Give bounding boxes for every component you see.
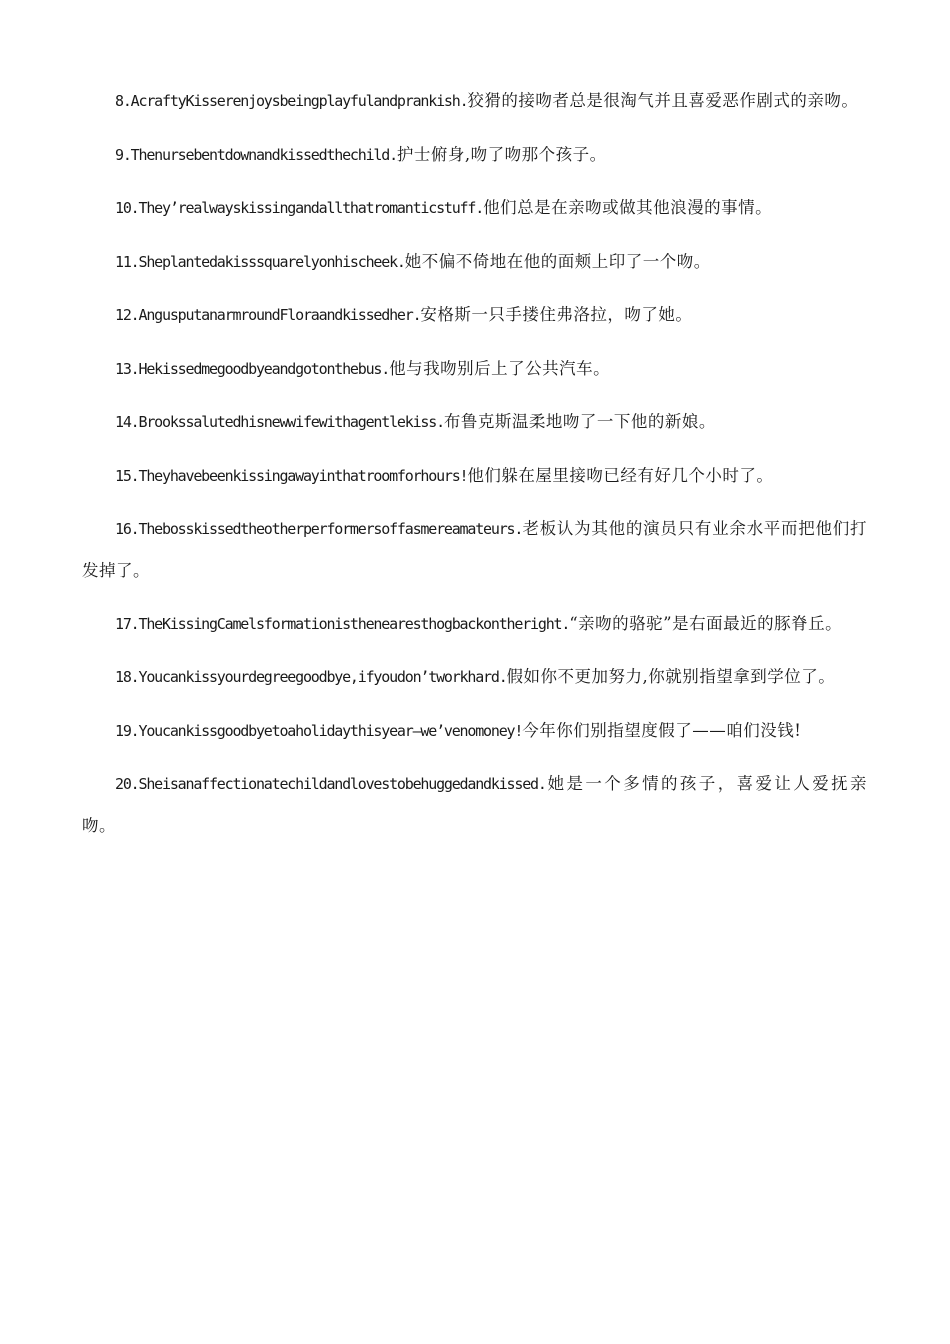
sentence-chinese: 布鲁克斯温柔地吻了一下他的新娘。	[443, 412, 716, 431]
sentence-chinese: 安格斯一只手搂住弗洛拉，吻了她。	[420, 305, 693, 324]
sentence-chinese: 狡猾的接吻者总是很淘气并且喜爱恶作剧式的亲吻。	[467, 91, 859, 110]
sentence-english: Thenursebentdownandkissedthechild.	[130, 145, 397, 164]
sentence-item	[82, 80, 867, 122]
sentence-english: Hekissedmegoodbyeandgotonthebus.	[138, 359, 390, 378]
sentence-number: 20.	[115, 775, 139, 793]
sentence-english: Youcankissgoodbyetoaholidaythisyear—we’venomoney!	[138, 721, 523, 740]
sentence-number: 18.	[115, 668, 139, 686]
sentence-number: 8.	[115, 92, 131, 110]
sentence-chinese: 今年你们别指望度假了——咱们没钱!	[522, 720, 802, 740]
sentence-english: Sheisanaffectionatechildandlovestobehuggedandkissed.	[138, 775, 546, 793]
sentence-item	[82, 763, 867, 846]
sentence-item	[82, 187, 867, 229]
sentence-item	[82, 603, 867, 645]
sentence-english: Sheplantedakisssquarelyonhischeek.	[138, 252, 405, 271]
sentence-chinese: 她是一个多情的孩子，喜爱让人爱抚亲吻。	[82, 774, 867, 835]
sentence-chinese: 他们躲在屋里接吻已经有好几个小时了。	[467, 465, 774, 485]
sentence-number: 12.	[115, 306, 139, 324]
sentence-number: 15.	[115, 466, 139, 485]
sentence-item	[82, 348, 867, 390]
sentence-chinese: 假如你不更加努力,你就别指望拿到学位了。	[506, 667, 836, 686]
sentence-chinese: “亲吻的骆驼”是右面最近的豚脊丘。	[569, 613, 843, 633]
sentence-english: Thebosskissedtheotherperformersoffasmereamateurs.	[138, 520, 523, 538]
sentence-chinese: 他们总是在亲吻或做其他浪漫的事情。	[483, 198, 773, 217]
sentence-chinese: 她不偏不倚地在他的面颊上印了一个吻。	[404, 251, 711, 271]
sentence-english: AcraftyKisserenjoysbeingplayfulandprankish.	[130, 92, 468, 110]
sentence-number: 9.	[115, 145, 131, 164]
sentence-english: AngusputanarmroundFloraandkissedher.	[138, 306, 421, 324]
sentence-english: Brookssalutedhisnewwifewithagentlekiss.	[138, 413, 444, 431]
sentence-number: 11.	[115, 252, 139, 271]
sentence-english: Theyhavebeenkissingawayinthatroomforhours!	[138, 466, 468, 485]
sentence-english: Youcankissyourdegreegoodbye,ifyoudon’tworkhard.	[138, 668, 507, 686]
sentence-item	[82, 710, 867, 752]
sentence-chinese: 他与我吻别后上了公共汽车。	[389, 358, 611, 378]
sentence-item	[82, 508, 867, 591]
sentence-english: TheKissingCamelsformationisthenearesthogbackontheright.	[138, 614, 570, 633]
sentence-number: 10.	[115, 199, 139, 217]
sentence-item	[82, 134, 867, 176]
document-body	[82, 80, 867, 858]
sentence-item	[82, 294, 867, 336]
sentence-number: 17.	[115, 614, 139, 633]
sentence-english: They’realwayskissingandallthatromanticstuff.	[138, 199, 484, 217]
sentence-number: 13.	[115, 359, 139, 378]
sentence-chinese: 老板认为其他的演员只有业余水平而把他们打发掉了。	[82, 519, 867, 580]
sentence-number: 16.	[115, 520, 139, 538]
sentence-item	[82, 401, 867, 443]
sentence-number: 19.	[115, 721, 139, 740]
sentence-item	[82, 656, 867, 698]
sentence-item	[82, 455, 867, 497]
sentence-number: 14.	[115, 413, 139, 431]
sentence-chinese: 护士俯身,吻了吻那个孩子。	[396, 144, 607, 164]
sentence-item	[82, 241, 867, 283]
